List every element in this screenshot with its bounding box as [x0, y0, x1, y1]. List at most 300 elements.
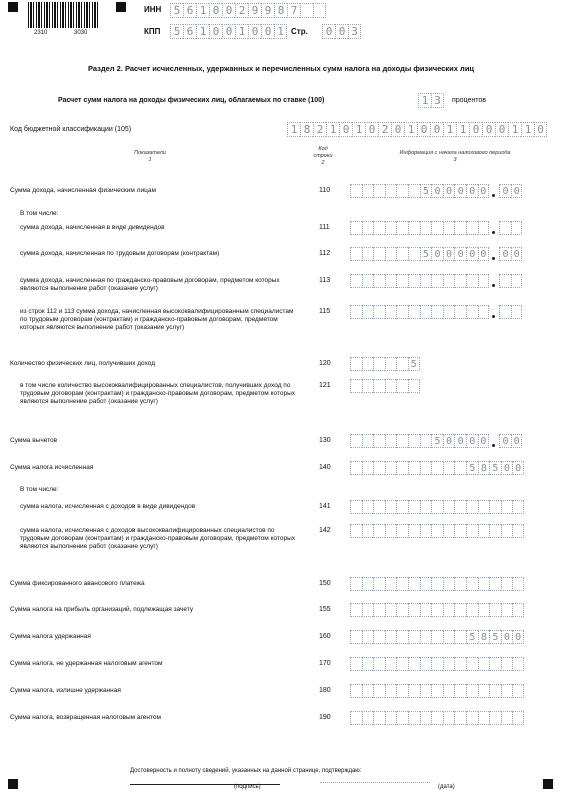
digit-cell[interactable] [420, 434, 432, 448]
digit-cell[interactable]: 1 [521, 122, 534, 137]
amount-integer-field[interactable] [350, 247, 489, 261]
digit-cell[interactable] [512, 577, 524, 591]
digit-cell[interactable] [478, 274, 490, 288]
digit-cell[interactable]: 0 [454, 247, 466, 261]
amount-fraction-field[interactable] [499, 247, 522, 261]
digit-cell[interactable] [420, 221, 432, 235]
amount-integer-field[interactable] [350, 221, 489, 235]
digit-cell[interactable] [396, 577, 408, 591]
digit-cell[interactable] [396, 524, 408, 538]
digit-cell[interactable] [431, 657, 443, 671]
digit-cell[interactable]: 0 [501, 461, 513, 475]
digit-cell[interactable] [408, 274, 420, 288]
digit-cell[interactable] [350, 524, 362, 538]
digit-cell[interactable] [499, 274, 511, 288]
digit-cell[interactable]: 2 [235, 3, 248, 18]
digit-cell[interactable]: 0 [209, 3, 222, 18]
digit-cell[interactable] [420, 657, 432, 671]
digit-cell[interactable] [511, 274, 523, 288]
digit-cell[interactable]: 5 [170, 3, 183, 18]
digit-cell[interactable] [373, 524, 385, 538]
digit-cell[interactable] [420, 305, 432, 319]
digit-cell[interactable] [373, 711, 385, 725]
digit-cell[interactable] [431, 221, 443, 235]
digit-cell[interactable] [420, 630, 432, 644]
digit-cell[interactable] [420, 603, 432, 617]
date-field[interactable] [320, 782, 430, 783]
digit-cell[interactable] [466, 577, 478, 591]
digit-cell[interactable]: 0 [482, 122, 495, 137]
digit-cell[interactable] [478, 684, 490, 698]
digit-cell[interactable]: 0 [495, 122, 508, 137]
digit-cell[interactable] [454, 577, 466, 591]
digit-cell[interactable] [489, 524, 501, 538]
digit-cell[interactable] [499, 221, 511, 235]
digit-cell[interactable]: 7 [287, 3, 300, 18]
digit-cell[interactable] [396, 379, 408, 393]
digit-cell[interactable]: 5 [170, 24, 183, 39]
digit-cell[interactable]: 1 [274, 24, 287, 39]
digit-cell[interactable] [443, 305, 455, 319]
digit-cell[interactable] [350, 274, 362, 288]
amount-fraction-field[interactable] [499, 184, 522, 198]
digit-cell[interactable]: 1 [443, 122, 456, 137]
digit-cell[interactable] [466, 657, 478, 671]
digit-cell[interactable]: 0 [499, 434, 511, 448]
digit-cell[interactable] [313, 3, 326, 18]
tax-amount-field[interactable] [350, 524, 524, 538]
digit-cell[interactable] [396, 684, 408, 698]
digit-cell[interactable]: 1 [196, 3, 209, 18]
digit-cell[interactable] [478, 221, 490, 235]
digit-cell[interactable] [408, 684, 420, 698]
digit-cell[interactable] [489, 603, 501, 617]
digit-cell[interactable] [512, 657, 524, 671]
digit-cell[interactable]: 5 [420, 247, 432, 261]
digit-cell[interactable]: 1 [508, 122, 521, 137]
digit-cell[interactable] [362, 630, 374, 644]
digit-cell[interactable] [362, 305, 374, 319]
digit-cell[interactable]: 0 [431, 184, 443, 198]
digit-cell[interactable]: 1 [326, 122, 339, 137]
digit-cell[interactable] [489, 577, 501, 591]
digit-cell[interactable] [478, 711, 490, 725]
digit-cell[interactable]: 1 [235, 24, 248, 39]
tax-amount-field[interactable] [350, 577, 524, 591]
digit-cell[interactable]: 0 [222, 24, 235, 39]
digit-cell[interactable] [385, 305, 397, 319]
digit-cell[interactable] [373, 461, 385, 475]
digit-cell[interactable] [396, 500, 408, 514]
digit-cell[interactable]: 0 [511, 434, 523, 448]
digit-cell[interactable] [373, 684, 385, 698]
digit-cell[interactable] [443, 657, 455, 671]
digit-cell[interactable] [454, 461, 466, 475]
digit-cell[interactable]: 6 [183, 3, 196, 18]
page-number-field[interactable] [322, 24, 361, 39]
digit-cell[interactable] [396, 657, 408, 671]
digit-cell[interactable] [385, 577, 397, 591]
tax-amount-field[interactable] [350, 711, 524, 725]
digit-cell[interactable] [420, 711, 432, 725]
digit-cell[interactable] [454, 711, 466, 725]
digit-cell[interactable] [499, 305, 511, 319]
digit-cell[interactable] [362, 184, 374, 198]
digit-cell[interactable]: 0 [511, 247, 523, 261]
digit-cell[interactable]: 5 [431, 434, 443, 448]
digit-cell[interactable] [478, 577, 490, 591]
digit-cell[interactable]: 0 [443, 247, 455, 261]
digit-cell[interactable] [373, 630, 385, 644]
digit-cell[interactable] [350, 711, 362, 725]
digit-cell[interactable] [408, 461, 420, 475]
digit-cell[interactable] [373, 379, 385, 393]
tax-rate-field[interactable] [418, 93, 444, 108]
digit-cell[interactable] [396, 434, 408, 448]
digit-cell[interactable] [501, 524, 513, 538]
digit-cell[interactable] [443, 461, 455, 475]
amount-integer-field[interactable] [350, 305, 489, 319]
digit-cell[interactable] [511, 221, 523, 235]
digit-cell[interactable] [362, 434, 374, 448]
digit-cell[interactable] [408, 221, 420, 235]
digit-cell[interactable]: 0 [222, 3, 235, 18]
digit-cell[interactable] [385, 221, 397, 235]
digit-cell[interactable] [373, 184, 385, 198]
digit-cell[interactable]: 0 [443, 184, 455, 198]
digit-cell[interactable] [454, 221, 466, 235]
digit-cell[interactable]: 5 [489, 461, 501, 475]
digit-cell[interactable] [362, 684, 374, 698]
digit-cell[interactable] [385, 603, 397, 617]
digit-cell[interactable] [466, 305, 478, 319]
digit-cell[interactable] [512, 524, 524, 538]
digit-cell[interactable] [512, 684, 524, 698]
digit-cell[interactable] [408, 434, 420, 448]
digit-cell[interactable]: 0 [417, 122, 430, 137]
digit-cell[interactable]: 0 [365, 122, 378, 137]
digit-cell[interactable] [362, 577, 374, 591]
digit-cell[interactable]: 0 [499, 247, 511, 261]
digit-cell[interactable] [431, 630, 443, 644]
digit-cell[interactable]: 0 [469, 122, 482, 137]
digit-cell[interactable] [350, 684, 362, 698]
digit-cell[interactable] [408, 305, 420, 319]
digit-cell[interactable] [478, 500, 490, 514]
digit-cell[interactable] [431, 711, 443, 725]
kpp-field[interactable] [170, 24, 287, 39]
digit-cell[interactable]: 8 [478, 630, 490, 644]
digit-cell[interactable]: 9 [261, 3, 274, 18]
digit-cell[interactable] [466, 711, 478, 725]
digit-cell[interactable] [512, 711, 524, 725]
digit-cell[interactable] [478, 305, 490, 319]
amount-fraction-field[interactable] [499, 434, 522, 448]
digit-cell[interactable] [373, 500, 385, 514]
digit-cell[interactable]: 0 [478, 434, 490, 448]
digit-cell[interactable] [431, 274, 443, 288]
digit-cell[interactable]: 0 [431, 247, 443, 261]
digit-cell[interactable] [362, 524, 374, 538]
digit-cell[interactable]: 1 [352, 122, 365, 137]
digit-cell[interactable] [350, 357, 362, 371]
digit-cell[interactable] [373, 274, 385, 288]
digit-cell[interactable] [420, 274, 432, 288]
digit-cell[interactable] [431, 500, 443, 514]
digit-cell[interactable]: 0 [443, 434, 455, 448]
digit-cell[interactable] [443, 524, 455, 538]
digit-cell[interactable] [362, 247, 374, 261]
digit-cell[interactable] [408, 184, 420, 198]
digit-cell[interactable] [396, 630, 408, 644]
digit-cell[interactable]: 0 [322, 24, 335, 39]
tax-amount-field[interactable] [350, 461, 524, 475]
digit-cell[interactable]: 8 [300, 122, 313, 137]
digit-cell[interactable]: 5 [420, 184, 432, 198]
digit-cell[interactable] [466, 524, 478, 538]
digit-cell[interactable] [466, 603, 478, 617]
digit-cell[interactable] [454, 305, 466, 319]
digit-cell[interactable] [466, 274, 478, 288]
digit-cell[interactable] [489, 684, 501, 698]
digit-cell[interactable] [454, 274, 466, 288]
digit-cell[interactable] [396, 305, 408, 319]
digit-cell[interactable] [396, 711, 408, 725]
digit-cell[interactable] [350, 630, 362, 644]
digit-cell[interactable]: 0 [454, 184, 466, 198]
digit-cell[interactable]: 5 [408, 357, 420, 371]
digit-cell[interactable] [385, 461, 397, 475]
digit-cell[interactable]: 3 [348, 24, 361, 39]
digit-cell[interactable]: 0 [501, 630, 513, 644]
digit-cell[interactable]: 0 [209, 24, 222, 39]
digit-cell[interactable] [362, 461, 374, 475]
digit-cell[interactable] [431, 305, 443, 319]
digit-cell[interactable] [443, 630, 455, 644]
digit-cell[interactable] [385, 247, 397, 261]
digit-cell[interactable] [420, 461, 432, 475]
digit-cell[interactable] [408, 577, 420, 591]
tax-amount-field[interactable] [350, 630, 524, 644]
digit-cell[interactable]: 0 [499, 184, 511, 198]
digit-cell[interactable]: 0 [339, 122, 352, 137]
digit-cell[interactable] [454, 603, 466, 617]
digit-cell[interactable] [350, 247, 362, 261]
tax-amount-field[interactable] [350, 657, 524, 671]
digit-cell[interactable] [408, 379, 420, 393]
digit-cell[interactable] [489, 657, 501, 671]
digit-cell[interactable]: 9 [248, 3, 261, 18]
amount-integer-field[interactable] [350, 184, 489, 198]
digit-cell[interactable] [362, 274, 374, 288]
digit-cell[interactable] [420, 577, 432, 591]
digit-cell[interactable] [396, 221, 408, 235]
digit-cell[interactable]: 8 [274, 3, 287, 18]
digit-cell[interactable]: 0 [466, 247, 478, 261]
amount-fraction-field[interactable] [499, 305, 522, 319]
digit-cell[interactable] [443, 603, 455, 617]
digit-cell[interactable] [511, 305, 523, 319]
digit-cell[interactable] [373, 577, 385, 591]
digit-cell[interactable] [385, 379, 397, 393]
digit-cell[interactable] [454, 500, 466, 514]
digit-cell[interactable] [408, 630, 420, 644]
digit-cell[interactable] [373, 657, 385, 671]
digit-cell[interactable] [443, 500, 455, 514]
digit-cell[interactable] [501, 657, 513, 671]
digit-cell[interactable] [501, 500, 513, 514]
count-field[interactable] [350, 379, 420, 393]
digit-cell[interactable] [431, 577, 443, 591]
digit-cell[interactable] [512, 500, 524, 514]
digit-cell[interactable] [373, 305, 385, 319]
digit-cell[interactable] [350, 500, 362, 514]
digit-cell[interactable] [385, 657, 397, 671]
amount-integer-field[interactable] [350, 434, 489, 448]
digit-cell[interactable]: 0 [335, 24, 348, 39]
digit-cell[interactable] [408, 247, 420, 261]
digit-cell[interactable] [501, 577, 513, 591]
digit-cell[interactable] [385, 684, 397, 698]
digit-cell[interactable] [454, 684, 466, 698]
digit-cell[interactable]: 0 [466, 434, 478, 448]
digit-cell[interactable] [478, 657, 490, 671]
digit-cell[interactable] [350, 461, 362, 475]
digit-cell[interactable] [489, 500, 501, 514]
digit-cell[interactable] [373, 357, 385, 371]
digit-cell[interactable]: 1 [404, 122, 417, 137]
digit-cell[interactable]: 3 [431, 93, 444, 108]
digit-cell[interactable]: 5 [466, 630, 478, 644]
digit-cell[interactable] [443, 577, 455, 591]
tax-amount-field[interactable] [350, 603, 524, 617]
digit-cell[interactable] [362, 221, 374, 235]
digit-cell[interactable] [420, 500, 432, 514]
digit-cell[interactable] [478, 603, 490, 617]
digit-cell[interactable] [385, 711, 397, 725]
digit-cell[interactable]: 0 [466, 184, 478, 198]
digit-cell[interactable] [408, 524, 420, 538]
digit-cell[interactable] [396, 357, 408, 371]
digit-cell[interactable] [396, 461, 408, 475]
digit-cell[interactable] [362, 379, 374, 393]
digit-cell[interactable]: 0 [478, 184, 490, 198]
digit-cell[interactable]: 0 [534, 122, 547, 137]
digit-cell[interactable] [362, 657, 374, 671]
digit-cell[interactable] [385, 524, 397, 538]
digit-cell[interactable]: 6 [183, 24, 196, 39]
digit-cell[interactable] [350, 184, 362, 198]
tax-amount-field[interactable] [350, 500, 524, 514]
digit-cell[interactable] [396, 274, 408, 288]
digit-cell[interactable] [408, 603, 420, 617]
digit-cell[interactable] [396, 603, 408, 617]
digit-cell[interactable]: 1 [196, 24, 209, 39]
digit-cell[interactable] [373, 247, 385, 261]
digit-cell[interactable] [443, 274, 455, 288]
digit-cell[interactable] [420, 684, 432, 698]
amount-fraction-field[interactable] [499, 221, 522, 235]
digit-cell[interactable]: 8 [478, 461, 490, 475]
digit-cell[interactable] [466, 221, 478, 235]
digit-cell[interactable]: 0 [391, 122, 404, 137]
digit-cell[interactable] [478, 524, 490, 538]
digit-cell[interactable] [431, 461, 443, 475]
digit-cell[interactable] [489, 711, 501, 725]
digit-cell[interactable] [466, 684, 478, 698]
digit-cell[interactable] [431, 524, 443, 538]
digit-cell[interactable] [385, 357, 397, 371]
digit-cell[interactable] [350, 379, 362, 393]
digit-cell[interactable]: 2 [378, 122, 391, 137]
digit-cell[interactable]: 0 [261, 24, 274, 39]
digit-cell[interactable] [362, 603, 374, 617]
amount-integer-field[interactable] [350, 274, 489, 288]
count-field[interactable] [350, 357, 420, 371]
digit-cell[interactable] [373, 434, 385, 448]
digit-cell[interactable] [431, 603, 443, 617]
digit-cell[interactable]: 0 [511, 184, 523, 198]
digit-cell[interactable] [512, 603, 524, 617]
digit-cell[interactable] [431, 684, 443, 698]
digit-cell[interactable]: 5 [489, 630, 501, 644]
digit-cell[interactable] [408, 711, 420, 725]
digit-cell[interactable] [396, 247, 408, 261]
digit-cell[interactable] [385, 434, 397, 448]
digit-cell[interactable] [362, 357, 374, 371]
digit-cell[interactable] [501, 603, 513, 617]
digit-cell[interactable]: 1 [418, 93, 431, 108]
digit-cell[interactable] [443, 221, 455, 235]
digit-cell[interactable] [443, 711, 455, 725]
digit-cell[interactable] [300, 3, 313, 18]
digit-cell[interactable] [454, 630, 466, 644]
digit-cell[interactable] [396, 184, 408, 198]
digit-cell[interactable]: 0 [248, 24, 261, 39]
digit-cell[interactable] [408, 500, 420, 514]
amount-fraction-field[interactable] [499, 274, 522, 288]
digit-cell[interactable] [350, 657, 362, 671]
digit-cell[interactable] [362, 711, 374, 725]
digit-cell[interactable]: 0 [512, 630, 524, 644]
digit-cell[interactable] [373, 603, 385, 617]
digit-cell[interactable]: 5 [466, 461, 478, 475]
digit-cell[interactable] [501, 711, 513, 725]
digit-cell[interactable] [466, 500, 478, 514]
digit-cell[interactable]: 0 [454, 434, 466, 448]
digit-cell[interactable]: 2 [313, 122, 326, 137]
digit-cell[interactable] [350, 577, 362, 591]
digit-cell[interactable] [443, 684, 455, 698]
digit-cell[interactable] [362, 500, 374, 514]
digit-cell[interactable] [350, 434, 362, 448]
digit-cell[interactable] [454, 524, 466, 538]
kbk-field[interactable] [287, 122, 547, 137]
digit-cell[interactable] [350, 221, 362, 235]
digit-cell[interactable]: 1 [456, 122, 469, 137]
digit-cell[interactable]: 0 [512, 461, 524, 475]
digit-cell[interactable] [385, 184, 397, 198]
digit-cell[interactable] [385, 274, 397, 288]
digit-cell[interactable]: 0 [430, 122, 443, 137]
digit-cell[interactable] [420, 524, 432, 538]
inn-field[interactable] [170, 3, 326, 18]
digit-cell[interactable] [373, 221, 385, 235]
digit-cell[interactable]: 0 [478, 247, 490, 261]
digit-cell[interactable] [501, 684, 513, 698]
digit-cell[interactable] [385, 630, 397, 644]
digit-cell[interactable] [385, 500, 397, 514]
